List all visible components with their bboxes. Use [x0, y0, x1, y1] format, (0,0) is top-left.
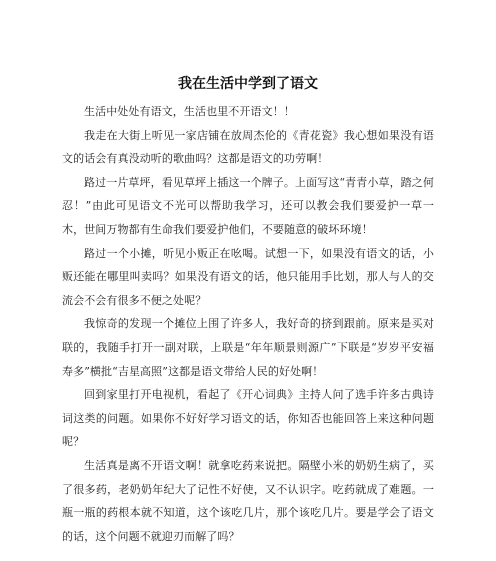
paragraph-2: 我走在大街上听见一家店铺在放周杰伦的《青花瓷》我心想如果没有语文的话会有真没动听的歌曲吗？这都是语文的功劳啊！	[62, 128, 434, 166]
paragraph-4: 路过一个小摊，听见小贩正在吆喝。试想一下，如果没有语文的话，小贩还能在哪里叫卖吗？如果没有语文的话，他只能用手比划，那人与人的交流会不会有很多不便之处呢？	[62, 246, 434, 307]
document-title: 我在生活中学到了语文	[178, 76, 318, 92]
paragraph-5: 我惊奇的发现一个摊位上围了许多人，我好奇的挤到跟前。原来是买对联的，我随手打开一副对联，上联是“年年顺景则源广”下联是“岁岁平安福寿多”横批“吉星高照”这都是语文带给人民的好处啊！	[62, 317, 434, 378]
paragraph-7: 生活真是离不开语文啊！就拿吃药来说把。隔壁小米的奶奶生病了，买了很多药，老奶奶年纪大了记性不好使，又不认识字。吃药就成了难题。一瓶一瓶的药根本就不知道，这个该吃几片，那个该吃几片。要是学会了语文的话，这个问题不就迎刃而解了吗？	[62, 458, 434, 543]
paragraph-3: 路过一片草坪，看见草坪上插这一个牌子。上面写这“青青小草，踏之何忍！”由此可见语文不光可以帮助我学习，还可以教会我们要爱护一草一木，世间万物都有生命我们要爱护他们，不要随意的破坏环境！	[62, 175, 434, 236]
document-body	[62, 100, 434, 548]
paragraph-1: 生活中处处有语文，生活也里不开语文！！	[84, 105, 295, 118]
paragraph-6: 回到家里打开电视机，看起了《开心词典》主持人问了选手许多古典诗词这类的问题。如果你不好好学习语文的话，你知否也能回答上来这种问题呢？	[62, 388, 434, 449]
